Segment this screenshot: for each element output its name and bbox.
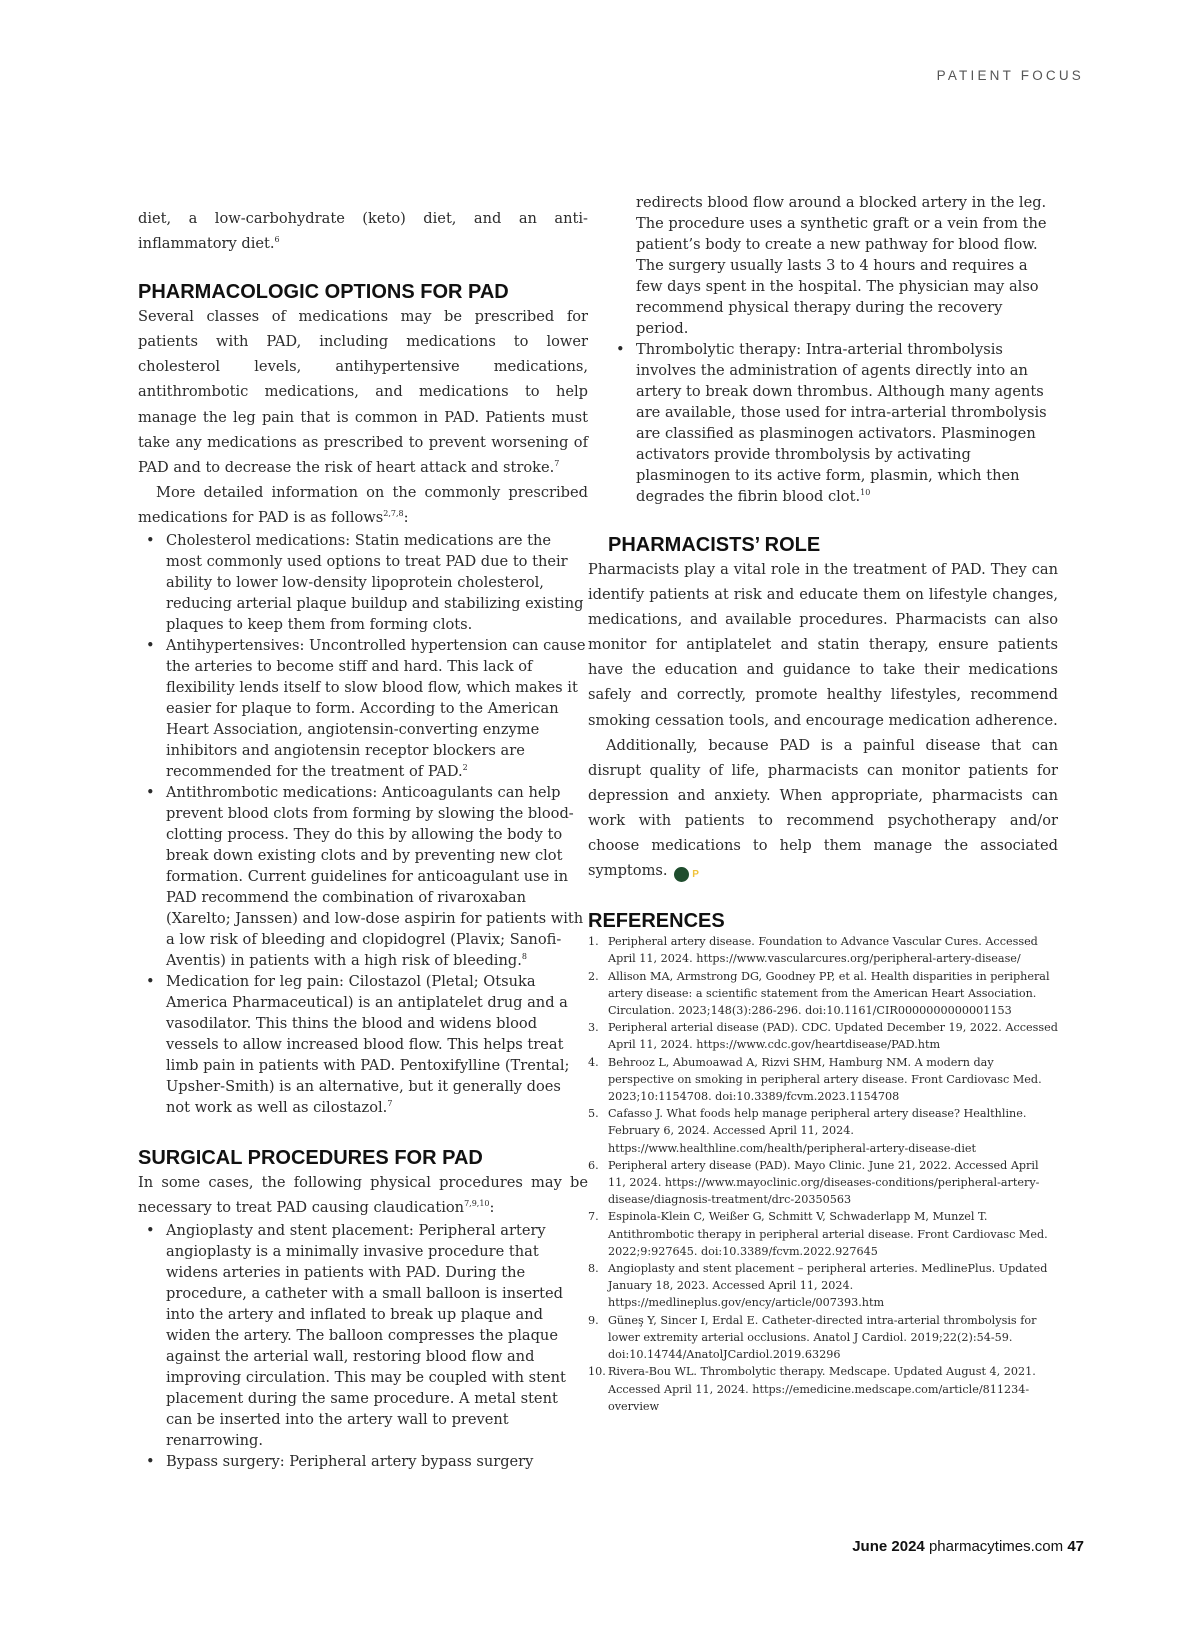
role-paragraph-2: Additionally, because PAD is a painful disease that can disrupt quality of life, pharmacists can monitor patients for depression and anxiety. When appropriate, pharmacists can work with patients to recommend psychotherapy and/or choose medications to help them manage the associated symptoms. P [588, 736, 1058, 881]
site-url[interactable]: pharmacytimes.com [928, 1538, 1064, 1555]
intro-paragraph: diet, a low-carbohydrate (keto) diet, and an anti-inflammatory diet.$^6$ [138, 210, 588, 253]
list-item: • Bypass surgery: Peripheral artery bypass surgery [146, 1453, 534, 1471]
reference-item: 4. Behrooz L, Abumoawad A, Rizvi SHM, Hamburg NM. A modern day perspective on smoking in peripheral artery disease. Front Cardiovasc Med. 2023;10:1154708. doi:10.3389/fcvm.2023.1154708 [588, 1055, 1042, 1104]
reference-item: 7. Espinola-Klein C, Weißer G, Schmitt V, Schwaderlapp M, Munzel T. Antithrombotic therapy in peripheral arterial disease. Front Cardiovasc Med. 2022;9:927645. doi:10.3389/fcvm.2022.927645 [588, 1210, 1048, 1258]
left-column [138, 206, 588, 1472]
section-label: PATIENT FOCUS [936, 68, 1084, 83]
pharmacists-role-heading: PHARMACISTS’ ROLE [608, 534, 821, 556]
medication-list [138, 530, 588, 1118]
pharmacologic-heading: PHARMACOLOGIC OPTIONS FOR PAD [138, 281, 509, 304]
right-column [588, 192, 1058, 1415]
pharmacologic-paragraph: Several classes of medications may be prescribed for patients with PAD, including medications to lower cholesterol levels, antihypertensive medications, antithrombotic medications, and medications to help manage the leg pain that is common in PAD. Patients must take any medications as prescribed to prevent worsening of PAD and to decrease the risk of heart attack and stroke.$^7$ [138, 308, 588, 476]
surgical-paragraph: In some cases, the following physical procedures may be necessary to treat PAD causing claudication$^{7,9,10}$: [138, 1174, 588, 1217]
procedure-list [138, 1220, 588, 1472]
role-paragraph: Pharmacists play a vital role in the treatment of PAD. They can identify patients at risk and educate them on lifestyle changes, medications, and available procedures. Pharmacists can also monitor for antiplatelet and statin therapy, ensure patients have the education and guidance to take their medications safely and correctly, promote healthy lifestyles, recommend smoking cessation tools, and encourage medication adherence. [588, 561, 1058, 729]
list-item: • Cholesterol medications: Statin medications are the most commonly used options to treat PAD due to their ability to lower low-density lipoprotein cholesterol, reducing arterial plaque buildup and stabilizing existing plaques to keep them from forming clots. [146, 532, 584, 634]
reference-item: 3. Peripheral arterial disease (PAD). CDC. Updated December 19, 2022. Accessed April 11, 2024. https://www.cdc.gov/heartdisease/PAD.htm [588, 1021, 1058, 1052]
list-item: • Antihypertensives: Uncontrolled hypertension can cause the arteries to become stiff and hard. This lack of flexibility lends itself to slow blood flow, which makes it easier for plaque to form. According to the American Heart Association, angiotensin-converting enzyme inhibitors and angiotensin receptor blockers are recommended for the treatment of PAD.$^2$ [146, 637, 586, 781]
issue-date: June 2024 [852, 1538, 925, 1555]
list-item: • Thrombolytic therapy: Intra-arterial thrombolysis involves the administration of agents directly into an artery to break down thrombus. Although many agents are available, those used for intra-arterial thrombolysis are classified as plasminogen activators. Plasminogen activators provide thrombolysis by activating plasminogen to its active form, plasmin, which then degrades the fibrin blood clot.$^{10}$ [616, 341, 1047, 505]
pharmacologic-paragraph-2: More detailed information on the commonly prescribed medications for PAD is as follows$^{2,7,8}$: [138, 483, 588, 526]
reference-item: 6. Peripheral artery disease (PAD). Mayo Clinic. June 21, 2022. Accessed April 11, 2024. https://www.mayoclinic.org/diseases-conditions/peripheral-artery-disease/diagnosis-treatment/drc-20350563 [588, 1158, 1040, 1207]
list-item: • Antithrombotic medications: Anticoagulants can help prevent blood clots from forming by slowing the blood-clotting process. They do this by allowing the body to break down existing clots and by preventing new clot formation. Current guidelines for anticoagulant use in PAD recommend the combination of rivaroxaban (Xarelto; Janssen) and low-dose aspirin for patients with a low risk of bleeding and clopidogrel (Plavix; Sanofi-Aventis) in patients with a high risk of bleeding.$^8$ [146, 784, 584, 970]
references-list [588, 933, 1058, 1415]
reference-item: 2. Allison MA, Armstrong DG, Goodney PP, et al. Health disparities in peripheral artery disease: a scientific statement from the American Heart Association. Circulation. 2023;148(3):286-296. doi:10.1161/CIR0000000000001153 [588, 969, 1050, 1018]
references-heading: REFERENCES [588, 910, 725, 933]
reference-item: 5. Cafasso J. What foods help manage peripheral artery disease? Healthline. February 6, 2024. Accessed April 11, 2024. https://www.healthline.com/health/peripheral-artery-disease-diet [588, 1107, 1027, 1155]
reference-item: 8. Angioplasty and stent placement – peripheral arteries. MedlinePlus. Updated January 18, 2023. Accessed April 11, 2024. https://medlineplus.gov/ency/article/007393.htm [588, 1262, 1048, 1310]
page-footer [852, 1538, 1084, 1555]
reference-item: 1. Peripheral artery disease. Foundation to Advance Vascular Cures. Accessed April 11, 2024. https://www.vascularcures.org/peripheral-artery-disease/ [588, 935, 1038, 966]
reference-item: 10. Rivera-Bou WL. Thrombolytic therapy. Medscape. Updated August 4, 2021. Accessed April 11, 2024. https://emedicine.medscape.com/article/811234-overview [588, 1365, 1036, 1413]
reference-item: 9. Güneş Y, Sincer I, Erdal E. Catheter-directed intra-arterial thrombolysis for lower extremity arterial occlusions. Anatol J Cardiol. 2019;22(2):54-59. doi:10.14744/AnatolJCardiol.2019.63296 [588, 1313, 1037, 1362]
list-item: • Medication for leg pain: Cilostazol (Pletal; Otsuka America Pharmaceutical) is an antiplatelet drug and a vasodilator. This thins the blood and widens blood vessels to allow increased blood flow. This helps treat limb pain in patients with PAD. Pentoxifylline (Trental; Upsher-Smith) is an alternative, but it generally does not work as well as cilostazol.$^7$ [146, 973, 570, 1117]
surgical-heading: SURGICAL PROCEDURES FOR PAD [138, 1147, 483, 1170]
end-of-article-icon: P [674, 867, 689, 882]
procedure-list-continued [608, 192, 1058, 507]
list-item: redirects blood flow around a blocked artery in the leg. The procedure uses a synthetic graft or a vein from the patient’s body to create a new pathway for blood flow. The surgery usually lasts 3 to 4 hours and requires a few days spent in the hospital. The physician may also recommend physical therapy during the recovery period. [636, 194, 1047, 337]
page-number: 47 [1067, 1538, 1084, 1555]
list-item: • Angioplasty and stent placement: Peripheral artery angioplasty is a minimally invasive procedure that widens arteries in patients with PAD. During the procedure, a catheter with a small balloon is inserted into the artery and inflated to break up plaque and widen the artery. The balloon compresses the plaque against the arterial wall, restoring blood flow and improving circulation. This may be coupled with stent placement during the same procedure. A metal stent can be inserted into the artery wall to prevent renarrowing. [146, 1222, 566, 1450]
